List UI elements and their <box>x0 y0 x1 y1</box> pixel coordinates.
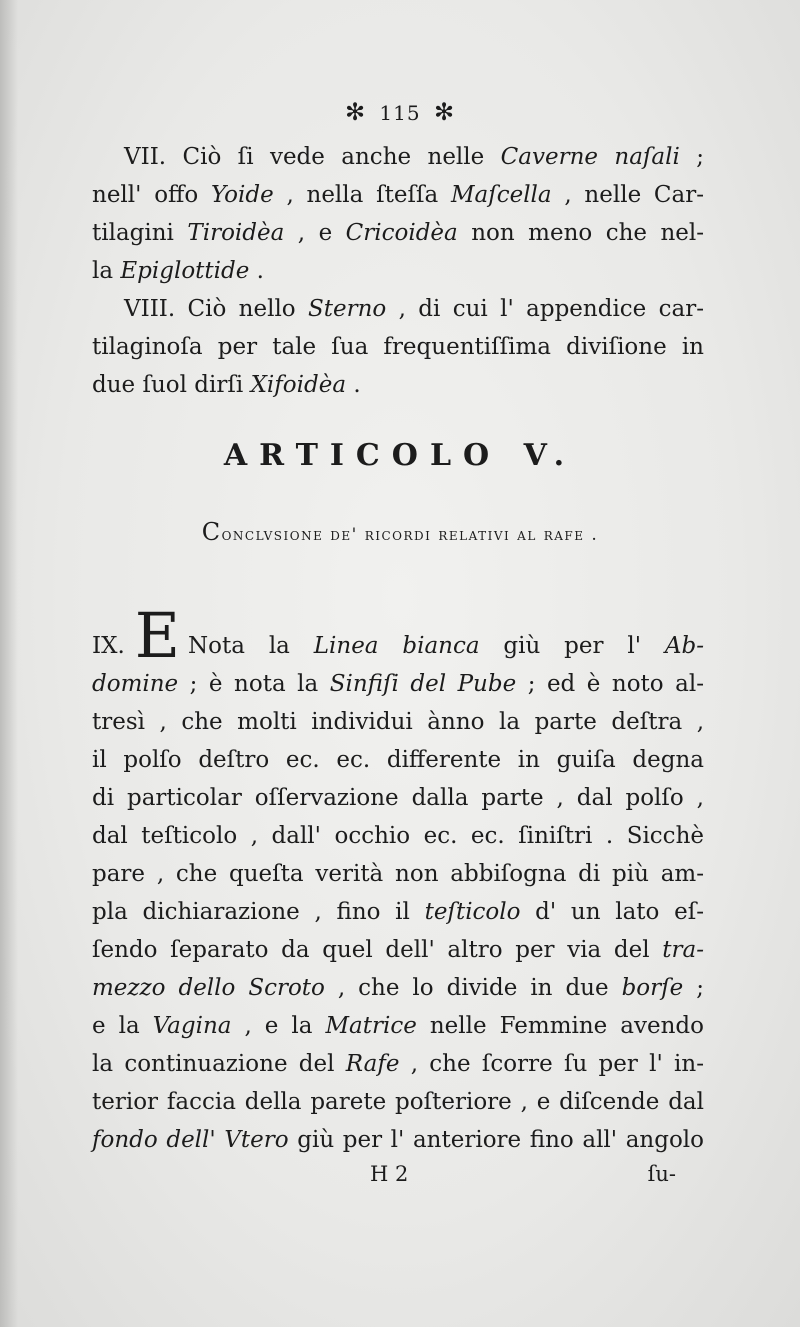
text-line <box>92 328 704 366</box>
text-run: tilagini <box>92 220 188 246</box>
page-number: 115 <box>379 101 421 125</box>
text-run: , di cui l' appendice car- <box>386 296 704 322</box>
text-run: tresì , che molti individui ànno la parte deſtra , <box>92 709 704 735</box>
signature-mark: H 2 <box>370 1162 409 1186</box>
text-run: ; <box>683 975 704 1001</box>
text-run: ; ed è noto al- <box>516 671 704 697</box>
page-fold-shadow <box>0 0 18 1327</box>
italic-run: Sinfiſi del Pube <box>329 671 517 697</box>
italic-run: teſticolo <box>424 899 521 925</box>
italic-run: Cricoidèa <box>345 220 458 246</box>
text-line <box>92 1121 704 1159</box>
article-title: ARTICOLO V. <box>223 438 577 473</box>
text-line <box>92 741 704 779</box>
text-run: ; <box>679 144 705 170</box>
italic-run: borſe <box>621 975 684 1001</box>
italic-run: Tiroidèa <box>187 220 285 246</box>
text-line <box>92 176 704 214</box>
text-line <box>92 252 704 290</box>
text-run: Nota la <box>188 633 314 659</box>
text-run: non meno che nel- <box>457 220 705 246</box>
text-line <box>92 817 704 855</box>
text-run: , e la <box>231 1013 326 1039</box>
text-run: d' un lato eſ- <box>520 899 704 925</box>
text-line <box>92 893 704 931</box>
paragraph-ix-body <box>92 665 704 1159</box>
text-run: nell' offo <box>92 182 211 208</box>
italic-run: Maſcella <box>450 182 552 208</box>
italic-run: domine <box>92 671 179 697</box>
text-run: , nelle Car- <box>551 182 704 208</box>
text-line <box>92 290 704 328</box>
paragraph-ix <box>92 599 705 1159</box>
text-run: la continuazione del <box>92 1051 346 1077</box>
italic-run: Caverne naſali <box>500 144 680 170</box>
text-run: VII. Ciò ſi vede anche nelle <box>124 144 501 170</box>
text-run: due ſuol dirſi <box>92 372 251 398</box>
drop-cap: E <box>134 599 181 672</box>
text-block-lower <box>92 599 705 1159</box>
text-line <box>92 931 704 969</box>
text-run: , che lo divide in due <box>324 975 622 1001</box>
text-line <box>92 366 704 404</box>
text-run: , e <box>284 220 346 246</box>
paragraph-viii <box>92 290 704 404</box>
text-line <box>92 665 704 703</box>
text-run: dal teſticolo , dall' occhio ec. ec. ſiniſtri . Sicchè <box>92 823 704 849</box>
subtitle-initial: C <box>201 518 222 546</box>
text-run: tilaginoſa per tale ſua frequentiſſima diviſione in <box>92 334 704 360</box>
text-run: e la <box>92 1013 153 1039</box>
italic-run: Epiglottide <box>120 258 250 284</box>
text-line <box>92 1007 704 1045</box>
italic-run: Linea bianca <box>313 633 480 659</box>
text-line <box>92 1083 704 1121</box>
paragraph-ix-first-line-text <box>188 633 704 659</box>
text-run: il polſo deſtro ec. ec. differente in guiſa degna <box>92 747 704 773</box>
catchword: ſu- <box>647 1162 676 1186</box>
text-run: di particolar oſſervazione dalla parte , dal polſo , <box>92 785 704 811</box>
text-line <box>92 1045 704 1083</box>
italic-run: Rafe <box>345 1051 400 1077</box>
text-run: giù per l' anteriore fino all' angolo <box>288 1127 705 1153</box>
text-line <box>92 855 704 893</box>
paragraph-vii <box>92 138 704 290</box>
italic-run: Xifoidèa <box>250 372 347 398</box>
italic-run: Sterno <box>308 296 387 322</box>
text-run: , che ſcorre ſu per l' in- <box>399 1051 704 1077</box>
text-block-upper <box>92 138 704 404</box>
text-run: . <box>346 372 361 398</box>
subtitle-rest: onclvsione de' ricordi relativi al rafe . <box>221 525 599 545</box>
text-line <box>92 703 704 741</box>
italic-run: Matrice <box>325 1013 417 1039</box>
text-run: pare , che queſta verità non abbiſogna di più am- <box>92 861 704 887</box>
italic-run: Vagina <box>152 1013 232 1039</box>
text-run: ſendo ſeparato da quel dell' altro per via del <box>92 937 663 963</box>
text-line <box>92 214 704 252</box>
text-run: pla dichiarazione , fino il <box>92 899 425 925</box>
text-run: terior faccia della parete poſteriore , e diſcende dal <box>92 1089 704 1115</box>
text-line <box>92 779 704 817</box>
italic-run: tra- <box>662 937 704 963</box>
paragraph-ix-first-line <box>92 599 704 672</box>
text-run: giù per l' <box>479 633 665 659</box>
ornament-left-icon: ✻ <box>344 98 367 126</box>
text-run: , nella ſteſſa <box>273 182 451 208</box>
text-run: VIII. Ciò nello <box>124 296 309 322</box>
text-line <box>92 138 704 176</box>
italic-run: Ab- <box>664 633 704 659</box>
text-run: la <box>92 258 121 284</box>
text-run: . <box>249 258 264 284</box>
italic-run: fondo dell' Vtero <box>92 1127 289 1153</box>
paragraph-number: IX. <box>92 633 125 659</box>
page-header <box>0 98 800 126</box>
italic-run: Yoide <box>210 182 274 208</box>
text-run: nelle Femmine avendo <box>416 1013 704 1039</box>
text-run: ; è nota la <box>178 671 330 697</box>
text-line <box>92 969 704 1007</box>
italic-run: mezzo dello Scroto <box>92 975 325 1001</box>
article-subtitle <box>0 518 800 546</box>
ornament-right-icon: ✻ <box>433 98 456 126</box>
